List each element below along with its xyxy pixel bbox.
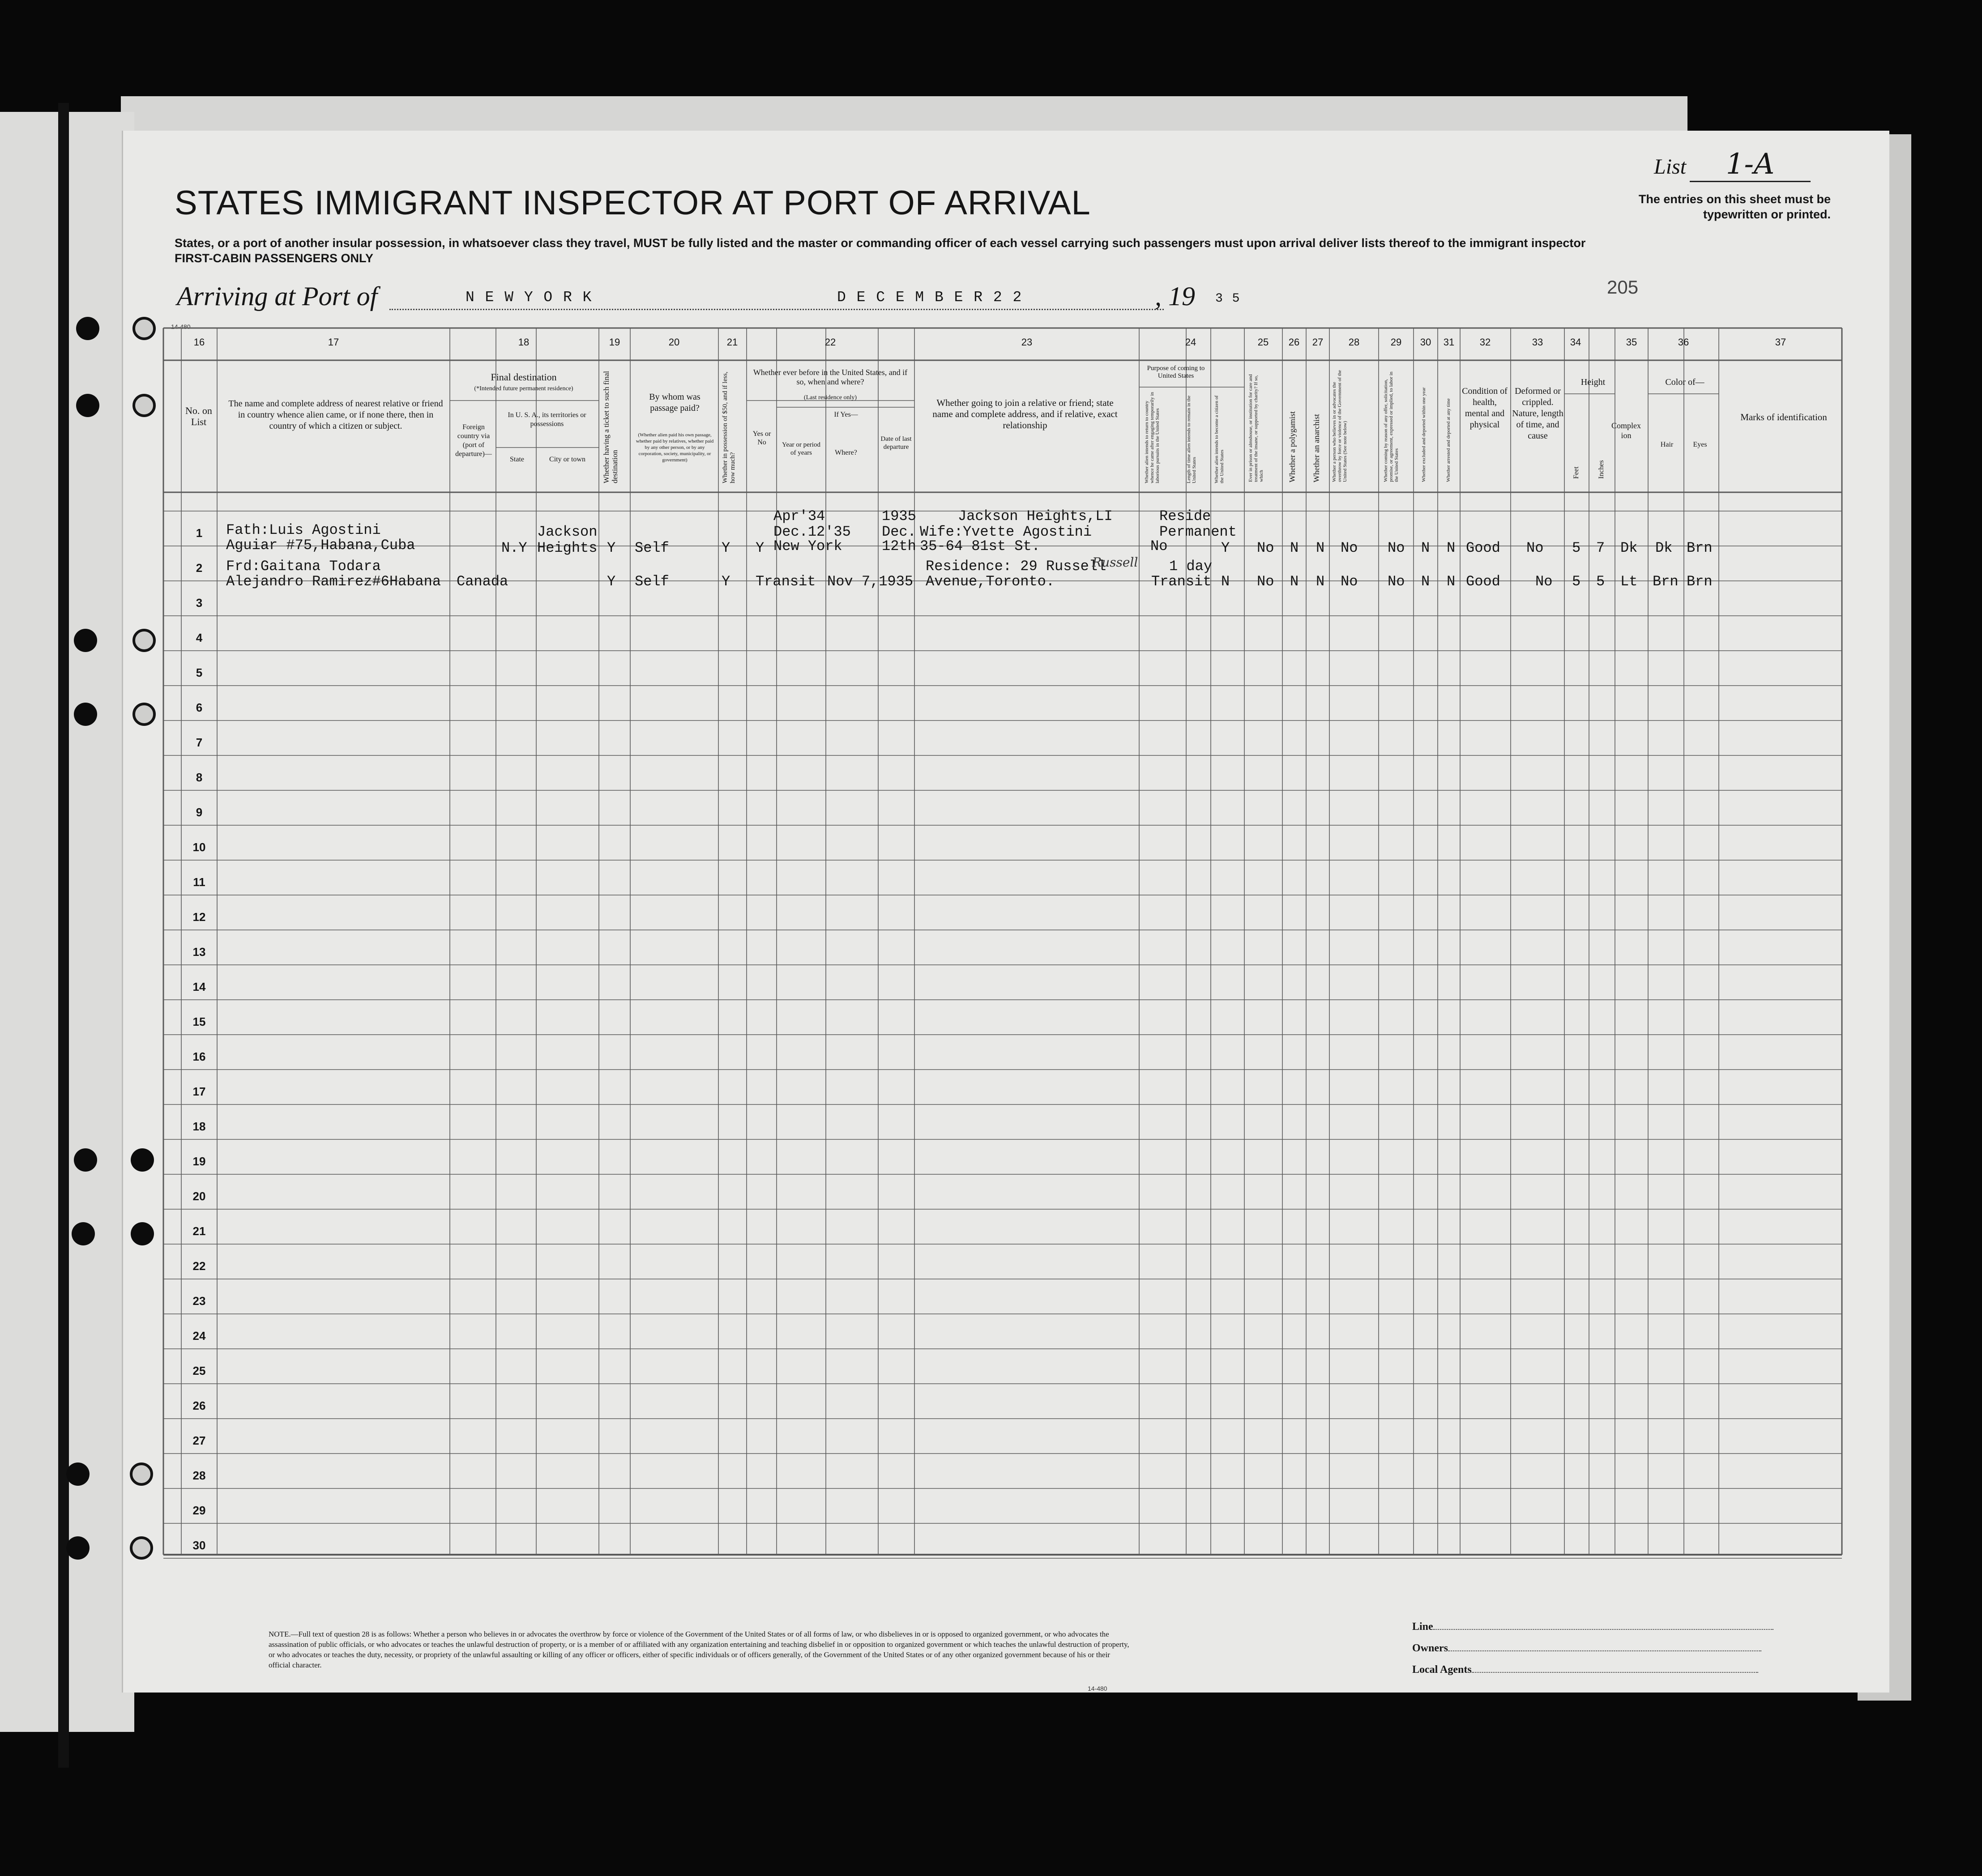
entry2-relative-line1: Frd:Gaitana Todara — [226, 558, 381, 575]
column-number: 20 — [668, 337, 680, 348]
entry1-q30: N — [1421, 540, 1430, 556]
entry1-join-line2: Wife:Yvette Agostini — [920, 524, 1092, 540]
column-number: 22 — [824, 337, 836, 348]
row-number: 11 — [193, 875, 205, 889]
column-number: 23 — [1021, 337, 1033, 348]
header-no-on-list: No. on List — [185, 405, 212, 427]
footer-owners-rule — [1448, 1650, 1761, 1651]
entry1-prison: No — [1257, 540, 1274, 556]
footer-agents-rule — [1472, 1672, 1758, 1673]
row-number: 5 — [196, 666, 203, 679]
row-number: 6 — [196, 701, 203, 714]
entry2-purpose-line1: 1 day — [1169, 558, 1213, 575]
entry2-passage: Self — [635, 573, 669, 590]
entry1-purpose-line2: Permanent — [1159, 524, 1237, 540]
row-number: 1 — [196, 526, 203, 540]
header-final-destination: Final destination — [491, 371, 557, 383]
header-if-yes: If Yes— — [834, 411, 858, 418]
header-eyes: Eyes — [1693, 441, 1707, 448]
row-number: 12 — [192, 910, 206, 924]
row-number: 14 — [192, 980, 206, 993]
header-deformed: Deformed or crippled. Nature, length of time, and cause — [1512, 386, 1563, 441]
question-28-note: NOTE.—Full text of question 28 is as follows: Whether a person who believes in or advocates the overthrow by force or violence of the Government of the United States or of all forms of law, or who disbelieves in or is opposed to organized government, or who advocates the assassination of public officials, or who advocates or teaches the unlawful destruction of property, or is a member of or affiliated with any organization entertaining and teaching disbelief in or opposition to organized government or which teaches the unlawful destruction of property, or who advocates or teaches the duty, necessity, or propriety of the unlawful assaulting or killing of any officer or officers, either of specific individuals or of officers generally, of the Government of the United States or of any other organized government because of his or their official character. — [269, 1630, 1129, 1669]
entry2-inches: 5 — [1596, 573, 1605, 590]
column-number: 29 — [1390, 337, 1402, 348]
entry1-relative-line2: Aguiar #75,Habana,Cuba — [226, 537, 415, 554]
entry2-purpose-line2: Transit — [1151, 573, 1212, 590]
arrival-date: D E C E M B E R 2 2 — [837, 289, 1023, 306]
form-subtitle: States, or a port of another insular possession, in whatsoever class they travel, MUST be fully listed and the master or commanding officer of each vessel carrying such passengers must upon arrival deliver lists thereof to the immigrant inspector — [175, 236, 1586, 250]
header-where: Where? — [835, 449, 857, 456]
entry2-q29: No — [1388, 573, 1405, 590]
footer-owners — [1412, 1642, 1761, 1654]
entry2-relative-line2: Alejandro Ramirez#6Habana — [226, 573, 441, 590]
entry1-period-line1: Apr'34 — [773, 508, 825, 524]
entry1-city-line2: Heights — [537, 540, 598, 556]
column-number: 19 — [609, 337, 620, 348]
column-number: 17 — [328, 337, 339, 348]
row-number: 29 — [192, 1504, 206, 1517]
entry2-q31: N — [1447, 573, 1456, 590]
row-number: 28 — [192, 1469, 206, 1482]
entry1-polygamist: N — [1290, 540, 1299, 556]
entry1-hair: Dk — [1655, 540, 1673, 556]
entry2-join-line1: Residence: 29 Russell — [926, 558, 1106, 575]
entry1-deformed: No — [1526, 540, 1544, 556]
column-number: 26 — [1288, 337, 1300, 348]
row-number: 30 — [192, 1539, 206, 1552]
row-number: 10 — [192, 840, 206, 854]
form-title: STATES IMMIGRANT INSPECTOR AT PORT OF ARRIVAL — [175, 184, 1091, 222]
header-purpose-citizen: Whether alien intends to become a citizen of the United States — [1214, 395, 1225, 483]
header-prison: Ever in prison or almshouse, or institution for care and treatment of the insane, or supported by charity? If so, which — [1248, 374, 1264, 482]
header-health: Condition of health, mental and physical — [1462, 386, 1508, 430]
row-number: 27 — [192, 1434, 206, 1447]
header-passage-paid: By whom was passage paid? — [649, 392, 701, 413]
entry2-ticket: Y — [607, 573, 616, 590]
typewritten-instructions: The entries on this sheet must be typewritten or printed. — [1638, 192, 1831, 221]
entry1-feet: 5 — [1572, 540, 1581, 556]
entry1-departure-line1: 1935 — [882, 508, 916, 524]
port-name: N E W Y O R K — [466, 289, 593, 306]
column-number: 28 — [1348, 337, 1360, 348]
first-cabin-label: FIRST-CABIN PASSENGERS ONLY — [175, 252, 374, 265]
header-anarchist: Whether an anarchist — [1312, 414, 1321, 482]
footer-agents — [1412, 1664, 1758, 1676]
entry1-departure-line3: 12th — [882, 538, 916, 554]
row-number: 20 — [192, 1190, 206, 1203]
entry2-period: Nov 7,1935 — [827, 573, 914, 590]
entry1-before-yes: Y — [756, 540, 765, 556]
form-number: 14-480 — [171, 323, 191, 330]
handwritten-russell: Russell — [1092, 555, 1138, 570]
entry1-q29: No — [1388, 540, 1405, 556]
footer-line — [1412, 1621, 1773, 1633]
entry1-relative-line1: Fath:Luis Agostini — [226, 522, 381, 538]
column-number: 37 — [1775, 337, 1786, 348]
entry1-city-line1: Jackson — [537, 524, 598, 540]
arriving-label: Arriving at Port of — [177, 281, 378, 311]
row-number: 26 — [192, 1399, 206, 1412]
column-number: 33 — [1532, 337, 1543, 348]
row-number: 18 — [192, 1120, 206, 1133]
entry2-health: Good — [1466, 573, 1500, 590]
header-fifty-dollars: Whether in possession of $50, and if less, how much? — [722, 371, 736, 483]
entry1-purpose-line1: Reside — [1159, 508, 1211, 524]
row-number: 15 — [192, 1015, 206, 1028]
column-number: 16 — [193, 337, 205, 348]
header-joining-relative: Whether going to join a relative or friend; state name and complete address, and if relative, exact relationship — [932, 397, 1118, 431]
entry1-where: New York — [773, 538, 842, 554]
header-purpose: Purpose of coming to United States — [1147, 365, 1205, 379]
header-marks: Marks of identification — [1740, 412, 1827, 422]
list-number: 1-A — [1690, 148, 1811, 182]
entry2-prison: No — [1257, 573, 1274, 590]
footer-line-rule — [1433, 1629, 1773, 1630]
entry1-complexion: Dk — [1620, 540, 1638, 556]
header-final-destination-note: (*Intended future permanent residence) — [474, 385, 573, 392]
entry2-polygamist: N — [1290, 573, 1299, 590]
column-number: 21 — [726, 337, 738, 348]
row-number: 21 — [192, 1224, 206, 1238]
header-year-period: Year or period of years — [782, 441, 820, 456]
column-number: 36 — [1678, 337, 1689, 348]
entry1-join-line3: 35-64 81st St. — [920, 538, 1040, 554]
entry1-departure-line2: Dec. — [882, 524, 916, 540]
row-number: 25 — [192, 1364, 206, 1377]
header-color-of: Color of— — [1665, 377, 1704, 387]
header-complexion: Complexion — [1611, 421, 1641, 440]
pencil-page-number: 205 — [1607, 277, 1639, 298]
year-suffix: 3 5 — [1215, 292, 1241, 306]
entry1-q28: No — [1341, 540, 1358, 556]
header-ticket: Whether having a ticket to such final destination — [602, 371, 619, 483]
column-number: 25 — [1257, 337, 1269, 348]
row-number: 24 — [192, 1329, 206, 1343]
row-number: 9 — [196, 806, 203, 819]
column-number: 32 — [1479, 337, 1491, 348]
footer-agents-label: Local Agents — [1412, 1664, 1472, 1676]
row-number: 4 — [196, 631, 203, 644]
column-number: 18 — [518, 337, 530, 348]
column-number: 27 — [1312, 337, 1324, 348]
form-number-bottom: 14-480 — [1088, 1685, 1107, 1692]
column-number: 30 — [1420, 337, 1431, 348]
year-prefix: , 19 — [1155, 281, 1195, 311]
entry2-q30: N — [1421, 573, 1430, 590]
header-purpose-length: Length of time alien intends to remain in the United States — [1186, 395, 1197, 483]
header-q30: Whether excluded and deported within one year — [1421, 387, 1427, 482]
header-q31: Whether arrested and deported at any time — [1446, 398, 1451, 482]
entry1-anarchist: N — [1316, 540, 1325, 556]
header-ever-before: Whether ever before in the United States, and if so, when and where? — [753, 368, 908, 386]
entry1-fifty: Y — [722, 540, 730, 556]
header-purpose-return: Whether alien intends to return to country whence he came after engaging temporarily in laborious pursuits in the United States — [1144, 392, 1160, 483]
entry2-eyes: Brn — [1687, 573, 1713, 590]
header-state: State — [510, 456, 524, 463]
column-number: 31 — [1443, 337, 1455, 348]
header-feet: Feet — [1572, 466, 1580, 479]
header-ever-before-note: (Last residence only) — [803, 394, 857, 401]
row-number: 17 — [192, 1085, 206, 1098]
header-inches: Inches — [1598, 460, 1605, 479]
header-hair: Hair — [1660, 441, 1674, 448]
entry1-q31: N — [1447, 540, 1456, 556]
list-label: List — [1654, 155, 1687, 179]
entry1-citizen: Y — [1221, 540, 1230, 556]
entry2-hair: Brn — [1653, 573, 1679, 590]
row-number: 22 — [192, 1259, 206, 1273]
column-number: 35 — [1626, 337, 1637, 348]
header-yes-or-no: Yes or No — [752, 430, 771, 446]
entry2-anarchist: N — [1316, 573, 1325, 590]
entry1-eyes: Brn — [1687, 540, 1713, 556]
header-nearest-relative: The name and complete address of nearest relative or friend in country whence alien came, or if none there, then in country of which a citizen or subject. — [228, 399, 443, 431]
entry2-join-line2: Avenue,Toronto. — [926, 573, 1055, 590]
entry1-period-line2: Dec.12'35 — [773, 524, 851, 540]
header-height: Height — [1580, 377, 1606, 387]
footer-owners-label: Owners — [1412, 1642, 1448, 1654]
entry2-feet: 5 — [1572, 573, 1581, 590]
row-number: 16 — [192, 1050, 206, 1063]
row-number: 7 — [196, 736, 203, 749]
entry2-before-yes: Transit — [756, 573, 816, 590]
header-date-departure: Date of last departure — [880, 435, 912, 451]
entry1-ticket: Y — [607, 540, 616, 556]
header-passage-paid-note: (Whether alien paid his own passage, whether paid by relatives, whether paid by any other person, or by any corporation, society, municipality, or government) — [636, 432, 714, 463]
entry1-passage: Self — [635, 540, 669, 556]
column-number: 24 — [1185, 337, 1196, 348]
entry1-purpose-line3: No — [1150, 538, 1168, 554]
entry1-health: Good — [1466, 540, 1500, 556]
entry1-inches: 7 — [1596, 540, 1605, 556]
row-number: 3 — [196, 596, 203, 610]
entry2-foreign-country: Canada — [457, 573, 508, 590]
header-q28: Whether a person who believes in or advocates the overthrow by force or violence of the Government of the United States (See note below) — [1332, 370, 1348, 482]
entry2-q28: No — [1341, 573, 1358, 590]
entry2-citizen: N — [1221, 573, 1230, 590]
row-number: 2 — [196, 561, 203, 575]
row-number: 13 — [192, 945, 206, 959]
footer-line-label: Line — [1412, 1621, 1433, 1633]
header-polygamist: Whether a polygamist — [1288, 411, 1297, 482]
entry2-complexion: Lt — [1620, 573, 1638, 590]
header-in-usa: In U. S. A., its territories or possessions — [508, 411, 586, 428]
row-number: 23 — [192, 1294, 206, 1308]
header-foreign-country: Foreign country via (port of departure)— — [455, 423, 492, 458]
entry2-deformed: No — [1535, 573, 1553, 590]
row-number: 19 — [192, 1155, 206, 1168]
header-city: City or town — [549, 456, 585, 463]
entry1-join-line1: Jackson Heights,LI — [958, 508, 1113, 524]
column-number: 34 — [1570, 337, 1581, 348]
header-q29: Whether coming by reason of any offer, solicitation, promise, or agreement, expressed or implied, to labor in the United States — [1383, 371, 1399, 482]
entry1-state: N.Y — [501, 540, 527, 556]
entry2-fifty: Y — [722, 573, 730, 590]
row-number: 8 — [196, 771, 203, 784]
